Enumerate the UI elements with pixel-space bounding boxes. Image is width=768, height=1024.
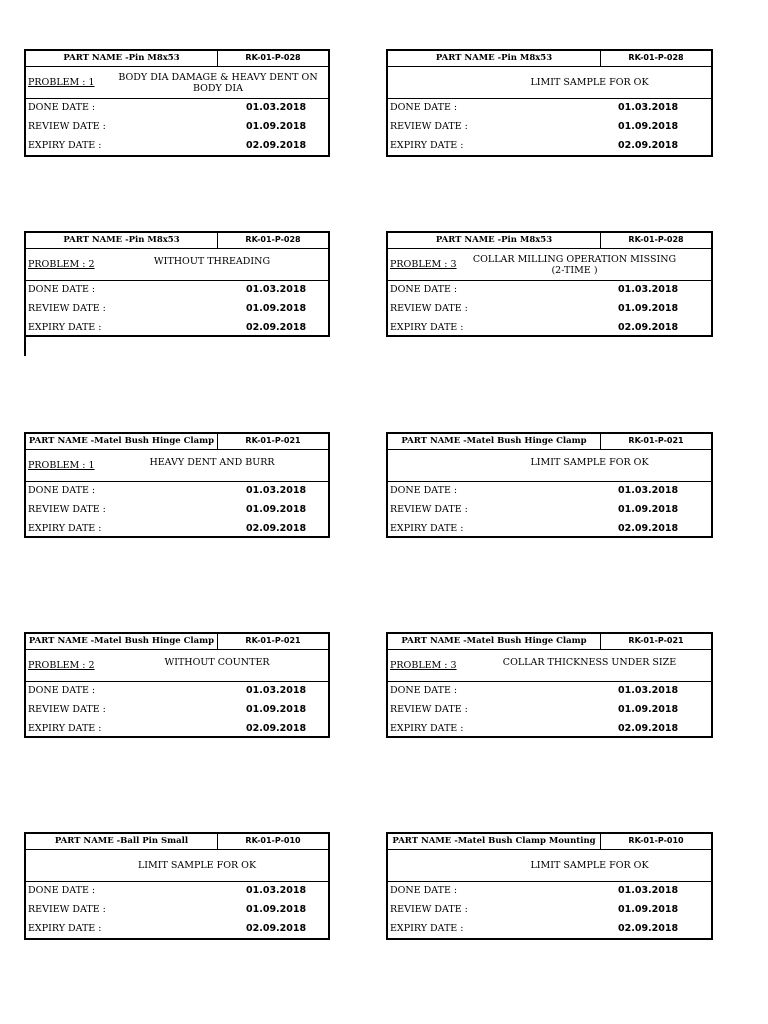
part-code: RK-01-P-010: [217, 834, 328, 849]
problem-section: [388, 850, 711, 882]
review-date-value: 01.09.2018: [246, 303, 307, 314]
expiry-date-label: EXPIRY DATE :: [28, 322, 102, 333]
review-date-label: REVIEW DATE :: [28, 504, 106, 515]
expiry-date-label: EXPIRY DATE :: [390, 523, 464, 534]
problem-section: [26, 850, 328, 882]
label-card: [386, 49, 713, 157]
review-date-row: [26, 501, 328, 520]
label-card: [24, 432, 330, 538]
review-date-label: REVIEW DATE :: [28, 704, 106, 715]
review-date-value: 01.09.2018: [246, 904, 307, 915]
review-date-row: [26, 118, 328, 137]
review-date-row: [26, 300, 328, 319]
done-date-row: [388, 482, 711, 501]
problem-description: WITHOUT COUNTER: [164, 657, 270, 668]
part-code: RK-01-P-010: [600, 834, 711, 849]
review-date-value: 01.09.2018: [618, 303, 679, 314]
done-date-label: DONE DATE :: [28, 485, 96, 496]
expiry-date-row: [26, 137, 328, 156]
label-card: [386, 231, 713, 337]
problem-label: PROBLEM : 2: [28, 259, 95, 270]
review-date-row: [388, 118, 711, 137]
review-date-value: 01.09.2018: [618, 504, 679, 515]
card-header: [388, 51, 711, 67]
part-name: PART NAME -Pin M8x53: [63, 53, 180, 63]
card-header: [26, 834, 328, 850]
review-date-row: [388, 300, 711, 319]
expiry-date-label: EXPIRY DATE :: [28, 523, 102, 534]
problem-label: PROBLEM : 3: [390, 259, 457, 270]
review-date-label: REVIEW DATE :: [390, 704, 468, 715]
expiry-date-value: 02.09.2018: [618, 140, 679, 151]
label-card: [386, 832, 713, 940]
expiry-date-row: [388, 137, 711, 156]
problem-label: PROBLEM : 3: [390, 660, 457, 671]
problem-description: LIMIT SAMPLE FOR OK: [530, 860, 649, 871]
done-date-value: 01.03.2018: [618, 102, 679, 113]
done-date-label: DONE DATE :: [390, 485, 458, 496]
part-name: PART NAME -Pin M8x53: [435, 235, 553, 245]
problem-description: BODY DIA DAMAGE & HEAVY DENT ON BODY DIA: [118, 71, 318, 94]
expiry-date-row: [26, 720, 328, 739]
done-date-row: [26, 99, 328, 118]
part-code: RK-01-P-028: [217, 233, 328, 248]
problem-description: COLLAR MILLING OPERATION MISSING (2-TIME ): [472, 253, 677, 276]
done-date-value: 01.03.2018: [246, 102, 307, 113]
done-date-row: [388, 882, 711, 901]
label-card: [24, 632, 330, 738]
part-name: PART NAME -Matel Bush Hinge Clamp: [401, 636, 587, 646]
review-date-value: 01.09.2018: [618, 904, 679, 915]
expiry-date-row: [388, 520, 711, 539]
review-date-label: REVIEW DATE :: [390, 504, 468, 515]
expiry-date-row: [26, 920, 328, 939]
expiry-date-label: EXPIRY DATE :: [390, 723, 464, 734]
review-date-label: REVIEW DATE :: [28, 904, 106, 915]
stray-vertical-line: [24, 336, 26, 356]
done-date-value: 01.03.2018: [246, 885, 307, 896]
done-date-row: [388, 281, 711, 300]
done-date-value: 01.03.2018: [618, 685, 679, 696]
done-date-label: DONE DATE :: [28, 102, 96, 113]
done-date-row: [26, 682, 328, 701]
expiry-date-label: EXPIRY DATE :: [390, 140, 464, 151]
part-code: RK-01-P-021: [217, 634, 328, 649]
review-date-row: [26, 901, 328, 920]
problem-description: LIMIT SAMPLE FOR OK: [530, 457, 649, 468]
expiry-date-row: [26, 319, 328, 338]
problem-section: [26, 249, 328, 281]
done-date-label: DONE DATE :: [390, 102, 458, 113]
done-date-row: [26, 882, 328, 901]
label-card: [24, 231, 330, 337]
problem-label: PROBLEM : 2: [28, 660, 95, 671]
review-date-label: REVIEW DATE :: [390, 303, 468, 314]
part-name: PART NAME -Pin M8x53: [435, 53, 553, 63]
problem-section: [388, 67, 711, 99]
problem-description: COLLAR THICKNESS UNDER SIZE: [502, 657, 677, 668]
problem-description: HEAVY DENT AND BURR: [149, 457, 275, 468]
part-name: PART NAME -Matel Bush Hinge Clamp: [28, 636, 215, 646]
expiry-date-row: [388, 720, 711, 739]
done-date-value: 01.03.2018: [618, 485, 679, 496]
problem-section: [26, 450, 328, 482]
review-date-value: 01.09.2018: [246, 704, 307, 715]
label-card: [24, 49, 330, 157]
card-header: [388, 834, 711, 850]
problem-section: [388, 650, 711, 682]
expiry-date-value: 02.09.2018: [618, 322, 679, 333]
review-date-row: [388, 901, 711, 920]
done-date-row: [388, 682, 711, 701]
done-date-row: [26, 281, 328, 300]
done-date-label: DONE DATE :: [390, 885, 458, 896]
expiry-date-value: 02.09.2018: [618, 523, 679, 534]
part-code: RK-01-P-021: [600, 434, 711, 449]
review-date-row: [26, 701, 328, 720]
expiry-date-row: [388, 319, 711, 338]
expiry-date-label: EXPIRY DATE :: [28, 923, 102, 934]
review-date-value: 01.09.2018: [246, 504, 307, 515]
expiry-date-value: 02.09.2018: [246, 523, 307, 534]
problem-description: LIMIT SAMPLE FOR OK: [137, 860, 257, 871]
problem-section: [388, 450, 711, 482]
expiry-date-label: EXPIRY DATE :: [390, 322, 464, 333]
part-name: PART NAME -Matel Bush Hinge Clamp: [28, 436, 215, 446]
done-date-row: [388, 99, 711, 118]
expiry-date-label: EXPIRY DATE :: [390, 923, 464, 934]
done-date-value: 01.03.2018: [618, 284, 679, 295]
expiry-date-value: 02.09.2018: [618, 723, 679, 734]
review-date-label: REVIEW DATE :: [28, 121, 106, 132]
done-date-value: 01.03.2018: [246, 284, 307, 295]
review-date-label: REVIEW DATE :: [390, 121, 468, 132]
card-header: [26, 51, 328, 67]
problem-label: PROBLEM : 1: [28, 77, 95, 88]
part-code: RK-01-P-028: [600, 233, 711, 248]
part-name: PART NAME -Ball Pin Small: [54, 836, 189, 846]
expiry-date-value: 02.09.2018: [618, 923, 679, 934]
expiry-date-row: [26, 520, 328, 539]
problem-section: [26, 67, 328, 99]
problem-description: LIMIT SAMPLE FOR OK: [530, 77, 649, 88]
problem-section: [388, 249, 711, 281]
review-date-label: REVIEW DATE :: [28, 303, 106, 314]
done-date-label: DONE DATE :: [390, 284, 458, 295]
part-code: RK-01-P-028: [600, 51, 711, 66]
problem-label: PROBLEM : 1: [28, 460, 95, 471]
done-date-label: DONE DATE :: [28, 885, 96, 896]
label-card: [24, 832, 330, 940]
expiry-date-label: EXPIRY DATE :: [28, 140, 102, 151]
part-code: RK-01-P-028: [217, 51, 328, 66]
expiry-date-value: 02.09.2018: [246, 923, 307, 934]
done-date-label: DONE DATE :: [28, 685, 96, 696]
review-date-row: [388, 501, 711, 520]
review-date-value: 01.09.2018: [618, 121, 679, 132]
expiry-date-label: EXPIRY DATE :: [28, 723, 102, 734]
expiry-date-value: 02.09.2018: [246, 140, 307, 151]
done-date-label: DONE DATE :: [390, 685, 458, 696]
label-card: [386, 432, 713, 538]
part-name: PART NAME -Pin M8x53: [63, 235, 180, 245]
part-code: RK-01-P-021: [217, 434, 328, 449]
expiry-date-value: 02.09.2018: [246, 322, 307, 333]
review-date-value: 01.09.2018: [246, 121, 307, 132]
review-date-value: 01.09.2018: [618, 704, 679, 715]
done-date-value: 01.03.2018: [246, 485, 307, 496]
done-date-row: [26, 482, 328, 501]
part-name: PART NAME -Matel Bush Hinge Clamp: [401, 436, 587, 446]
done-date-value: 01.03.2018: [618, 885, 679, 896]
card-header: [388, 233, 711, 249]
expiry-date-row: [388, 920, 711, 939]
review-date-label: REVIEW DATE :: [390, 904, 468, 915]
problem-description: WITHOUT THREADING: [153, 256, 271, 267]
problem-section: [26, 650, 328, 682]
expiry-date-value: 02.09.2018: [246, 723, 307, 734]
done-date-label: DONE DATE :: [28, 284, 96, 295]
review-date-row: [388, 701, 711, 720]
part-code: RK-01-P-021: [600, 634, 711, 649]
part-name: PART NAME -Matel Bush Clamp Mounting: [392, 836, 596, 846]
done-date-value: 01.03.2018: [246, 685, 307, 696]
label-card: [386, 632, 713, 738]
